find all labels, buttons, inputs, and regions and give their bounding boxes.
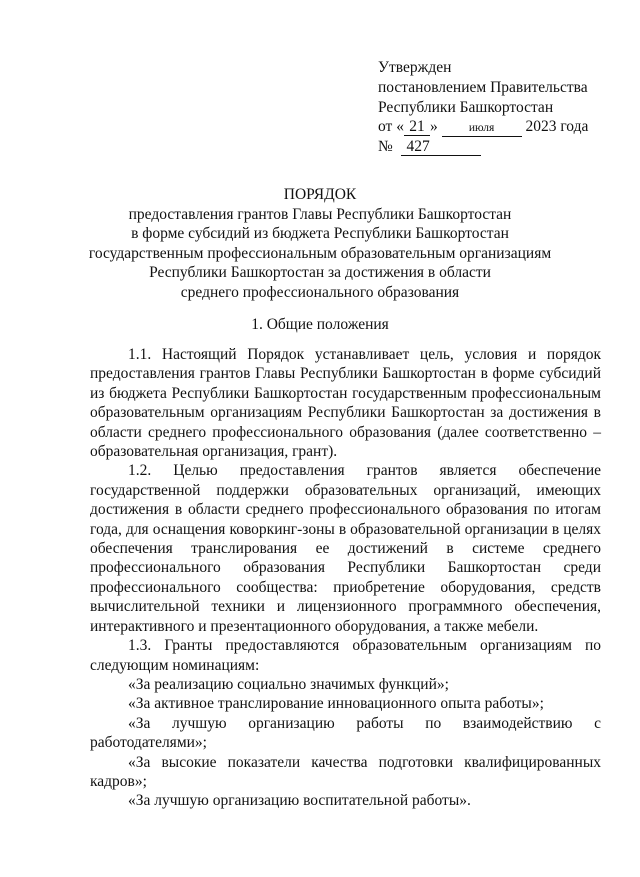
nomination-item: «За реализацию социально значимых функций»;: [128, 675, 449, 693]
title-line: Республики Башкортостан за достижения в области: [149, 264, 491, 282]
approval-line-1: Утвержден: [378, 59, 452, 76]
approval-line-3: Республики Башкортостан: [378, 98, 554, 116]
title-heading: ПОРЯДОК: [283, 186, 357, 203]
approval-number: [378, 137, 588, 157]
date-day: 21: [404, 119, 430, 136]
paragraph-1-1: 1.1. Настоящий Порядок устанавливает цель, условия и порядок предоставления грантов Главы Республики Башкортостан в форме субсидий из бюджета Республики Башкортостан государственным профессиональным образовательным организациям Республики Башкортостан за достижения в области среднего профессионального образования (далее соответственно – образовательная организация, грант).: [90, 346, 601, 461]
paragraph-1-3: 1.3. Гранты предоставляются образовательным организациям по следующим номинациям:: [90, 637, 601, 674]
number-prefix: №: [378, 138, 393, 156]
title-line: предоставления грантов Главы Республики Башкортостан: [128, 205, 512, 223]
title-line: среднего профессионального образования: [180, 283, 460, 301]
date-prefix: от «: [378, 118, 404, 136]
section-heading: 1. Общие положения: [251, 316, 389, 333]
approval-stamp: [378, 58, 588, 157]
document-title: [0, 185, 640, 303]
date-month: июля: [442, 120, 522, 137]
nomination-item: «За активное транслирование инновационного опыта работы»;: [128, 695, 544, 713]
nomination-item: «За высокие показатели качества подготовки квалифицированных кадров»;: [90, 753, 601, 790]
paragraph-1-2: 1.2. Целью предоставления грантов является обеспечение государственной поддержки образовательных организаций, имеющих достижения в области среднего профессионального образования по итогам года, для оснащения коворкинг-зоны в образовательной организации в целях обеспечения транслирования ее достижений в системе среднего профессионального образования Республики Башкортостан среди профессионального сообщества: приобретение оборудования, средств вычислительной техники и лицензионного программного обеспечения, интерактивного и презентационного оборудования, а также мебели.: [90, 462, 601, 635]
nomination-item: «За лучшую организацию воспитательной работы».: [128, 792, 471, 810]
section-body: [90, 345, 601, 811]
title-line: в форме субсидий из бюджета Республики Башкортостан: [131, 225, 509, 243]
title-line: государственным профессиональным образовательным организациям: [88, 244, 552, 262]
number-value: 427: [401, 139, 481, 156]
date-year: 2023 года: [525, 118, 589, 136]
nomination-item: «За лучшую организацию работы по взаимодействию с работодателями»;: [90, 714, 601, 752]
approval-date: [378, 117, 588, 137]
approval-line-2: постановлением Правительства: [378, 78, 588, 96]
date-mid: »: [429, 118, 438, 136]
